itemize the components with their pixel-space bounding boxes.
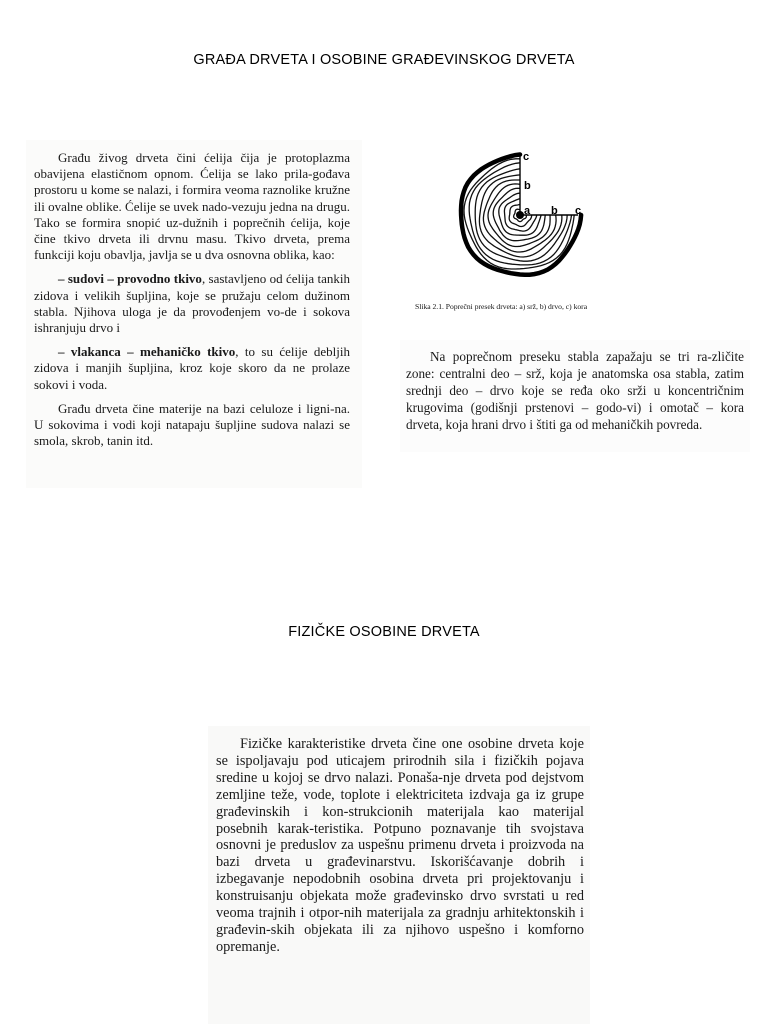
vessels-description: , sastavljeno od ćelija tankih zidova i velikih šupljina, koje se pružaju celom dužinom stabla. Njihova uloga je da provođenjem vo-de i sokova ishranjuju drvo i [34,271,350,336]
text-block-cross-section [400,340,750,452]
figure-tree-cross-section [400,140,750,320]
figure-caption: Slika 2.1. Poprečni presek drveta: a) srž, b) drvo, c) kora [415,302,588,311]
paragraph-physical-properties: Fizičke karakteristike drveta čine one osobine drveta koje se ispoljavaju pod uticajem prirodnih sila i fizičkih pojava sredine u kojoj se drvo nalazi. Ponaša-nje drveta pod dejstvom zemljine teže, vode, toplote i elektriciteta izdvaja ga iz grupe građevinskih i kon-strukcionih materijala kao materijal posebnih karak-teristika. Potpuno poznavanje tih svojstava osnovni je preduslov za uspešnu primenu drveta i proizvoda na bazi drveta u građevinarstvu. Iskorišćavanje dobrih i izbegavanje nepodobnih osobina drveta pri projektovanju i konstruisanju objekata može građevinsko drvo svrstati u red veoma trajnih i otpor-nih materijala za gradnju arhitektonskih i građevin-skih objekata ili za njihovo uspešno i komforno opremanje. [216,736,584,955]
paragraph-cross-section-zones: Na poprečnom preseku stabla zapažaju se tri ra-zličite zone: centralni deo – srž, koja je anatomska osa stabla, zatim srednji deo – drvo koje se ređa oko srži u koncentričnim krugovima (godišnji prstenovi – godo-vi) i omotač – kora drveta, koja hrani drvo i štiti ga od mehaničkih povreda. [406,349,744,432]
tree-cross-section-icon [400,140,750,320]
paragraph-fibers [34,344,350,393]
text-block-physical-properties [208,726,590,1024]
text-block-wood-structure [26,140,362,488]
section-title-physical: FIZIČKE OSOBINE DRVETA [288,624,480,640]
section-title-structure: GRAĐA DRVETA I OSOBINE GRAĐEVINSKOG DRVETA [193,52,575,68]
paragraph-wood-composition: Građu drveta čine materije na bazi celuloze i ligni-na. U sokovima i vodi koji natapaju šupljine sudova nalazi se smola, skrob, tanin itd. [34,400,350,449]
paragraph-vessels [34,271,350,336]
term-fibers: – vlakanca – mehaničko tkivo [58,344,236,360]
label-b-right: b [551,205,558,217]
label-c-right: c [575,205,582,217]
fibers-description: , to su ćelije debljih zidova i manjih šupljina, kroz koje skoro da ne prolaze sokovi i voda. [34,344,351,392]
pith-dot [516,211,524,219]
term-vessels: – sudovi – provodno tkivo [58,271,202,287]
label-a: a [524,205,531,217]
paragraph-cell-structure: Građu živog drveta čini ćelija čija je protoplazma obavijena elastičnom opnom. Ćelija se lako prila-gođava prostoru u kome se nalazi, i formira veoma raznolike kružne ili ovalne oblike. Ćelije se uvek nado-vezuju jedna na drugu. Tako se formira snopić uz-dužnih i poprečnih ćelija, koje čine tkivo drveta ili drvnu masu. Tkivo drveta, prema funkciji koju obavlja, javlja se u dva osnovna oblika, kao: [34,150,350,263]
label-c-top: c [523,151,530,163]
label-b-top: b [524,180,531,192]
